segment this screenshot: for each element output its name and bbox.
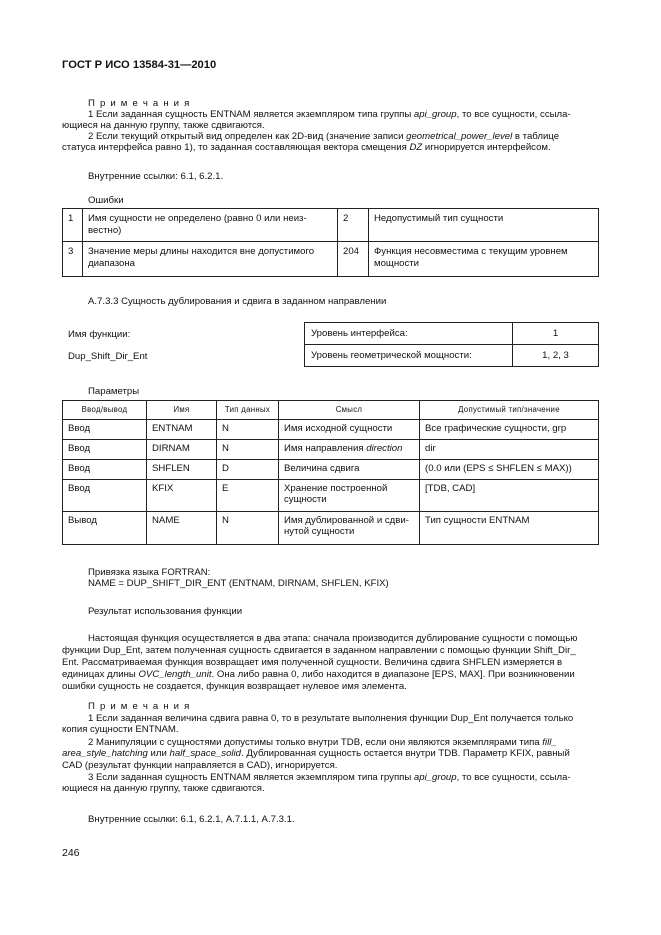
error-description: Имя сущности не определено (равно 0 или неиз- вестно)	[83, 209, 338, 242]
column-header: Имя	[147, 401, 217, 420]
param-meaning: Хранение построенной сущности	[279, 479, 420, 511]
geometric-level-value: 1, 2, 3	[513, 345, 599, 367]
error-description: Недопустимый тип сущности	[369, 209, 599, 242]
note-line: копия сущности ENTNAM.	[62, 724, 179, 735]
param-type: D	[217, 459, 279, 479]
parameters-title: Параметры	[88, 386, 140, 397]
param-value: [TDB, CAD]	[420, 479, 599, 511]
param-type: N	[217, 439, 279, 459]
column-header: Допустимый тип/значение	[420, 401, 599, 420]
function-name-value: Dup_Shift_Dir_Ent	[68, 351, 148, 362]
table-row	[63, 459, 599, 479]
result-title: Результат использования функции	[88, 606, 243, 617]
geometric-level-label: Уровень геометрической мощности:	[305, 345, 513, 367]
page-number: 246	[62, 847, 80, 859]
document-header: ГОСТ Р ИСО 13584-31—2010	[62, 59, 217, 71]
section-title: А.7.3.3 Сущность дублирования и сдвига в заданном направлении	[88, 296, 387, 307]
levels-table	[304, 322, 599, 367]
note-line: 3 Если заданная сущность ENTNAM является экземпляром типа группы api_group, то все сущности, ссыла-	[88, 772, 571, 783]
note-line: area_style_hatching или half_space_solid. Дублированная сущность остается внутри TDB. Параметр KFIX, равный	[62, 748, 570, 759]
table-header-row	[63, 401, 599, 420]
fortran-binding-code: NAME = DUP_SHIFT_DIR_ENT (ENTNAM, DIRNAM, SHFLEN, KFIX)	[88, 578, 389, 589]
param-meaning: Имя направления direction	[279, 439, 420, 459]
param-name: NAME	[147, 511, 217, 544]
error-code: 3	[63, 242, 83, 277]
note-line: CAD (результат функции направляется в CAD), игнорируется.	[62, 760, 338, 771]
param-name: KFIX	[147, 479, 217, 511]
fortran-binding-label: Привязка языка FORTRAN:	[88, 567, 211, 578]
table-row	[63, 439, 599, 459]
table-row	[305, 345, 599, 367]
param-io: Ввод	[63, 479, 147, 511]
column-header: Ввод/вывод	[63, 401, 147, 420]
internal-refs-1: Внутренние ссылки: 6.1, 6.2.1.	[88, 171, 224, 182]
parameters-table	[62, 400, 599, 545]
param-meaning: Имя дублированной и сдви- нутой сущности	[279, 511, 420, 544]
interface-level-value: 1	[513, 323, 599, 345]
errors-table	[62, 208, 599, 277]
param-io: Ввод	[63, 419, 147, 439]
param-io: Ввод	[63, 439, 147, 459]
param-io: Ввод	[63, 459, 147, 479]
note-line: 2 Манипуляции с сущностями допустимы только внутри TDB, если они являются экземплярами типа fill_	[88, 737, 557, 748]
note-line: ющиеся на данную группу, также сдвигаются.	[62, 783, 265, 794]
result-line: ошибки сущность не создается, функция возвращает нулевое имя элемента.	[62, 681, 407, 692]
errors-title: Ошибки	[88, 195, 124, 206]
interface-level-label: Уровень интерфейса:	[305, 323, 513, 345]
table-row	[63, 209, 599, 242]
param-value: dir	[420, 439, 599, 459]
param-io: Вывод	[63, 511, 147, 544]
param-value: Все графические сущности, grp	[420, 419, 599, 439]
error-description: Функция несовместима с текущим уровнем мощности	[369, 242, 599, 277]
result-line: единицах длины OVC_length_unit. Она либо равна 0, либо находится в диапазоне [EPS, MAX]. При возникновении	[62, 669, 575, 680]
param-type: N	[217, 511, 279, 544]
error-code: 204	[338, 242, 369, 277]
note-line: 1 Если заданная величина сдвига равна 0, то в результате выполнения функции Dup_Ent получается только	[88, 713, 574, 724]
result-line: Ent. Рассматриваемая функция возвращает имя полученной сущности. Величина сдвига SHFLEN измеряется в	[62, 657, 563, 668]
column-header: Тип данных	[217, 401, 279, 420]
column-header: Смысл	[279, 401, 420, 420]
param-value: Тип сущности ENTNAM	[420, 511, 599, 544]
function-name-label: Имя функции:	[68, 329, 131, 340]
param-type: N	[217, 419, 279, 439]
param-name: ENTNAM	[147, 419, 217, 439]
notes-title: П р и м е ч а н и я	[88, 98, 191, 109]
note-2-line-1: 2 Если текущий открытый вид определен как 2D-вид (значение записи geometrical_power_level в таблице	[88, 131, 560, 142]
error-code: 2	[338, 209, 369, 242]
table-row	[305, 323, 599, 345]
table-row	[63, 419, 599, 439]
note-2-line-2: статуса интерфейса равно 1), то заданная составляющая вектора смещения DZ игнорируется интерфейсом.	[62, 142, 551, 153]
table-row	[63, 479, 599, 511]
notes-title: П р и м е ч а н и я	[88, 701, 191, 712]
param-meaning: Величина сдвига	[279, 459, 420, 479]
note-1-line-1: 1 Если заданная сущность ENTNAM является экземпляром типа группы api_group, то все сущности, ссыла-	[88, 109, 571, 120]
note-1-line-2: ющиеся на данную группу, также сдвигаются.	[62, 120, 265, 131]
result-line: функции Dup_Ent, затем полученная сущность сдвигается в заданном направлении с помощью функции Shift_Dir_	[62, 645, 576, 656]
param-name: DIRNAM	[147, 439, 217, 459]
param-type: E	[217, 479, 279, 511]
param-value: (0.0 или (EPS ≤ SHFLEN ≤ MAX))	[420, 459, 599, 479]
table-row	[63, 511, 599, 544]
param-meaning: Имя исходной сущности	[279, 419, 420, 439]
result-line: Настоящая функция осуществляется в два этапа: сначала производится дублирование сущности с помощью	[88, 633, 578, 644]
table-row	[63, 242, 599, 277]
internal-refs-2: Внутренние ссылки: 6.1, 6.2.1, А.7.1.1, А.7.3.1.	[88, 814, 295, 825]
param-name: SHFLEN	[147, 459, 217, 479]
error-description: Значение меры длины находится вне допустимого диапазона	[83, 242, 338, 277]
error-code: 1	[63, 209, 83, 242]
